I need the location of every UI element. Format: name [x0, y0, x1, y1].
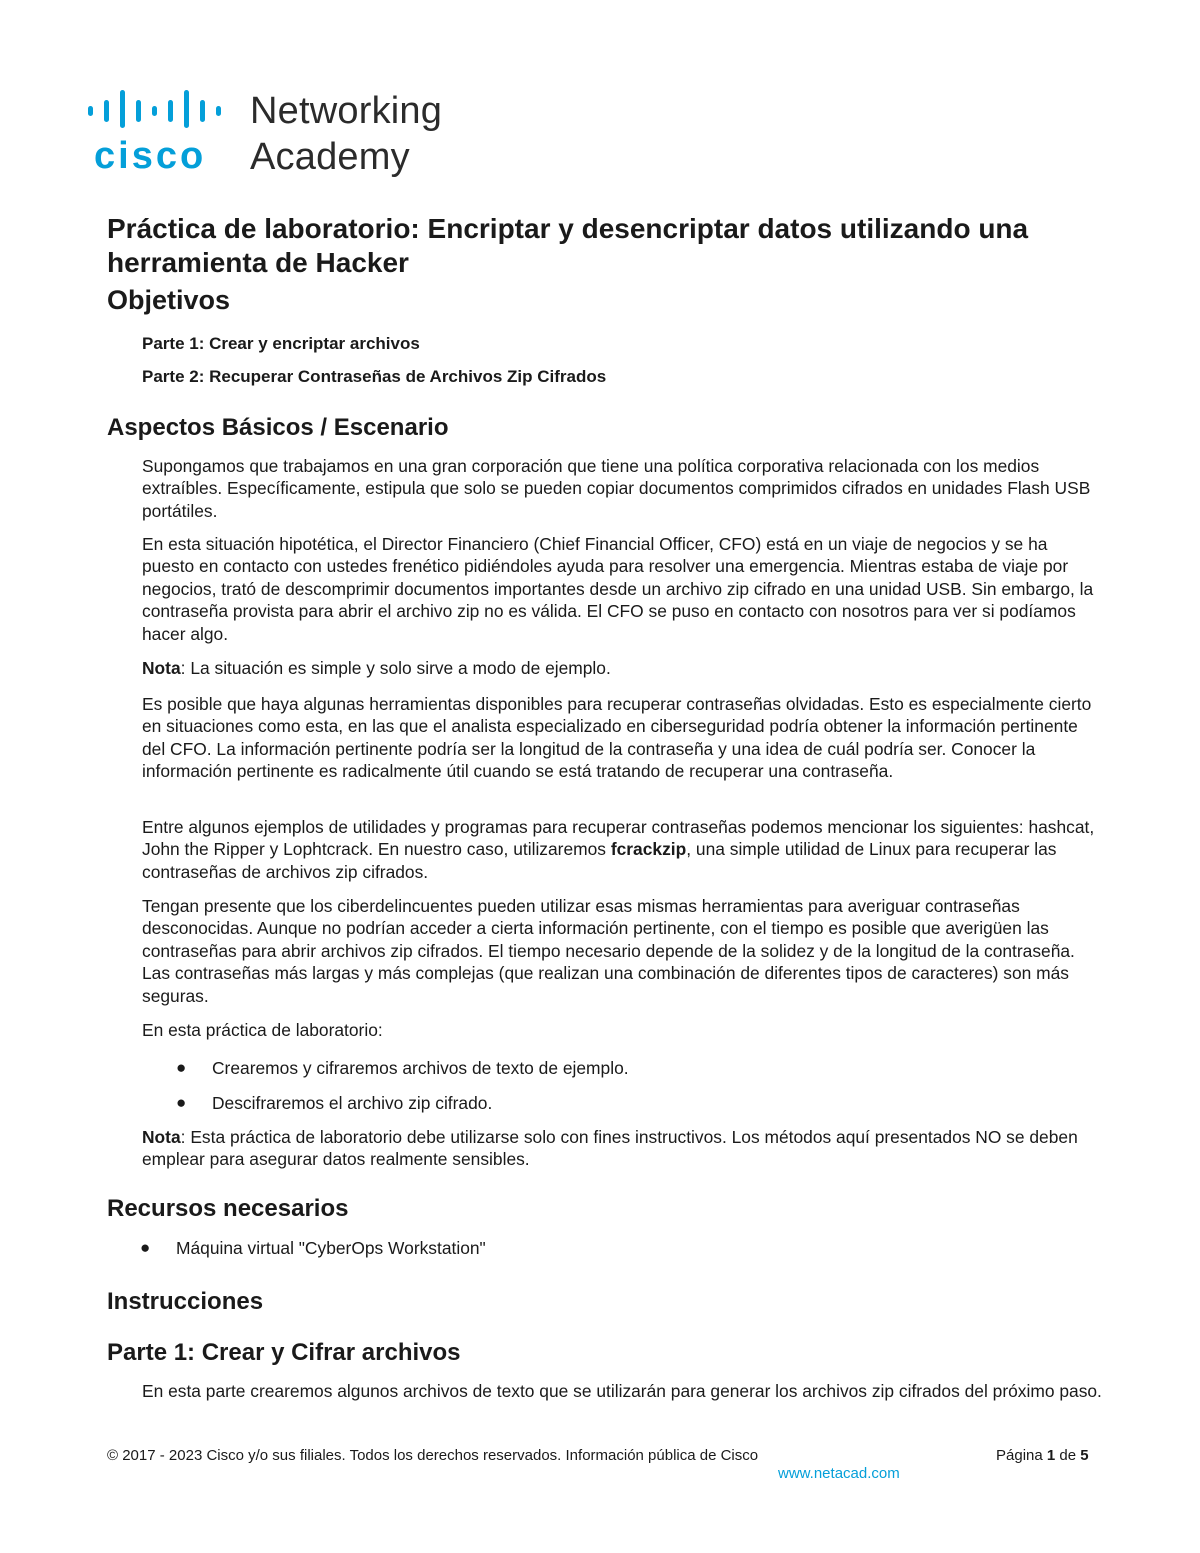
bullet-icon: ● [176, 1058, 187, 1077]
bullet-item [176, 1057, 629, 1079]
bullet-text: Descifraremos el archivo zip cifrado. [212, 1093, 493, 1113]
part1-heading: Parte 1: Crear y Cifrar archivos [107, 1339, 461, 1366]
bullet-icon: ● [176, 1093, 187, 1112]
background-paragraph: Supongamos que trabajamos en una gran corporación que tiene una política corporativa relacionada con los medios extraíbles. Específicamente, estipula que solo se pueden copiar documentos comprimidos cifrados en unidades Flash USB portátiles. [142, 456, 1091, 521]
tool-name: fcrackzip [610, 839, 687, 860]
background-paragraph: Tengan presente que los ciberdelincuentes pueden utilizar esas mismas herramientas para averiguar contraseñas desconocidas. Aunque no podrían acceder a cierta información pertinente, con el tiempo es posible que averigüen las contraseñas para abrir archivos zip cifrados. El tiempo necesario depende de la solidez y de la longitud de la contraseña. Las contraseñas más largas y más complejas (que realizan una combinación de diferentes tipos de caracteres) son más seguras. [142, 896, 1075, 1006]
lab-intro: En esta práctica de laboratorio: [142, 1020, 383, 1040]
footer-url-link[interactable]: www.netacad.com [778, 1465, 900, 1482]
objective-item: Parte 1: Crear y encriptar archivos [142, 334, 420, 353]
note-text: : Esta práctica de laboratorio debe utilizarse solo con fines instructivos. Los métodos aquí presentados NO se deben emplear para asegurar datos realmente sensibles. [142, 1127, 1078, 1170]
cisco-bars-icon [86, 88, 236, 178]
paragraph-text: Entre algunos ejemplos de utilidades y programas para recuperar contraseñas podemos mencionar los siguientes: hashcat, John the Ripper y Lophtcrack. En nuestro caso, utilizaremos [142, 817, 1095, 860]
note-paragraph [142, 1126, 1102, 1171]
page-current: 1 [1046, 1447, 1056, 1464]
background-paragraph: En esta situación hipotética, el Director Financiero (Chief Financial Officer, CFO) está en un viaje de negocios y se ha puesto en contacto con ustedes frenético pidiéndoles ayuda para resolver una emergencia. Mientras estaba de viaje por negocios, trató de descomprimir documentos importantes desde un archivo zip cifrado en una unidad USB. Sin embargo, la contraseña provista para abrir el archivo zip no es válida. El CFO se puso en contacto con nosotros para ver si podíamos hacer algo. [142, 534, 1094, 644]
page-prefix: Página [996, 1447, 1047, 1464]
part1-paragraph: En esta parte crearemos algunos archivos de texto que se utilizarán para generar los archivos zip cifrados del próximo paso. [142, 1381, 1102, 1401]
note-paragraph [142, 657, 1102, 679]
footer-copyright: © 2017 - 2023 Cisco y/o sus filiales. Todos los derechos reservados. Información pública de Cisco [107, 1447, 759, 1464]
bullet-item [176, 1092, 493, 1114]
footer-page-number [996, 1447, 1089, 1465]
bullet-item [140, 1237, 486, 1259]
page-separator: de [1055, 1447, 1081, 1464]
background-heading: Aspectos Básicos / Escenario [107, 414, 449, 441]
objective-item: Parte 2: Recuperar Contraseñas de Archivos Zip Cifrados [142, 367, 607, 386]
bullet-icon: ● [140, 1238, 151, 1257]
background-paragraph [142, 816, 1102, 883]
logo-line-academy: Academy [250, 136, 410, 178]
note-text: : La situación es simple y solo sirve a modo de ejemplo. [180, 658, 611, 678]
background-paragraph: Es posible que haya algunas herramientas disponibles para recuperar contraseñas olvidadas. Esto es especialmente cierto en situaciones como esta, en las que el analista especializado en ciberseguridad podría obtener la información pertinente del CFO. La información pertinente podría ser la longitud de la contraseña y una idea de cuál podría ser. Conocer la información pertinente es radicalmente útil cuando se está tratando de recuperar una contraseña. [142, 694, 1092, 782]
note-label: Nota [142, 658, 181, 678]
objectives-heading: Objetivos [107, 285, 231, 315]
document-title: Práctica de laboratorio: Encriptar y desencriptar datos utilizando una herramienta de Hacker [107, 213, 1029, 278]
note-label: Nota [142, 1127, 181, 1147]
resources-heading: Recursos necesarios [107, 1195, 349, 1222]
bullet-text: Crearemos y cifraremos archivos de texto de ejemplo. [212, 1058, 629, 1078]
page-total: 5 [1080, 1447, 1089, 1464]
instructions-heading: Instrucciones [107, 1288, 264, 1315]
bullet-text: Máquina virtual "CyberOps Workstation" [176, 1238, 486, 1258]
paragraph-text: , una simple utilidad de Linux para recuperar las contraseñas de archivos zip cifrados. [142, 839, 1057, 882]
logo-wordmark [250, 88, 442, 180]
cisco-brand-text: cisco [94, 135, 207, 177]
logo-line-networking: Networking [250, 90, 443, 132]
